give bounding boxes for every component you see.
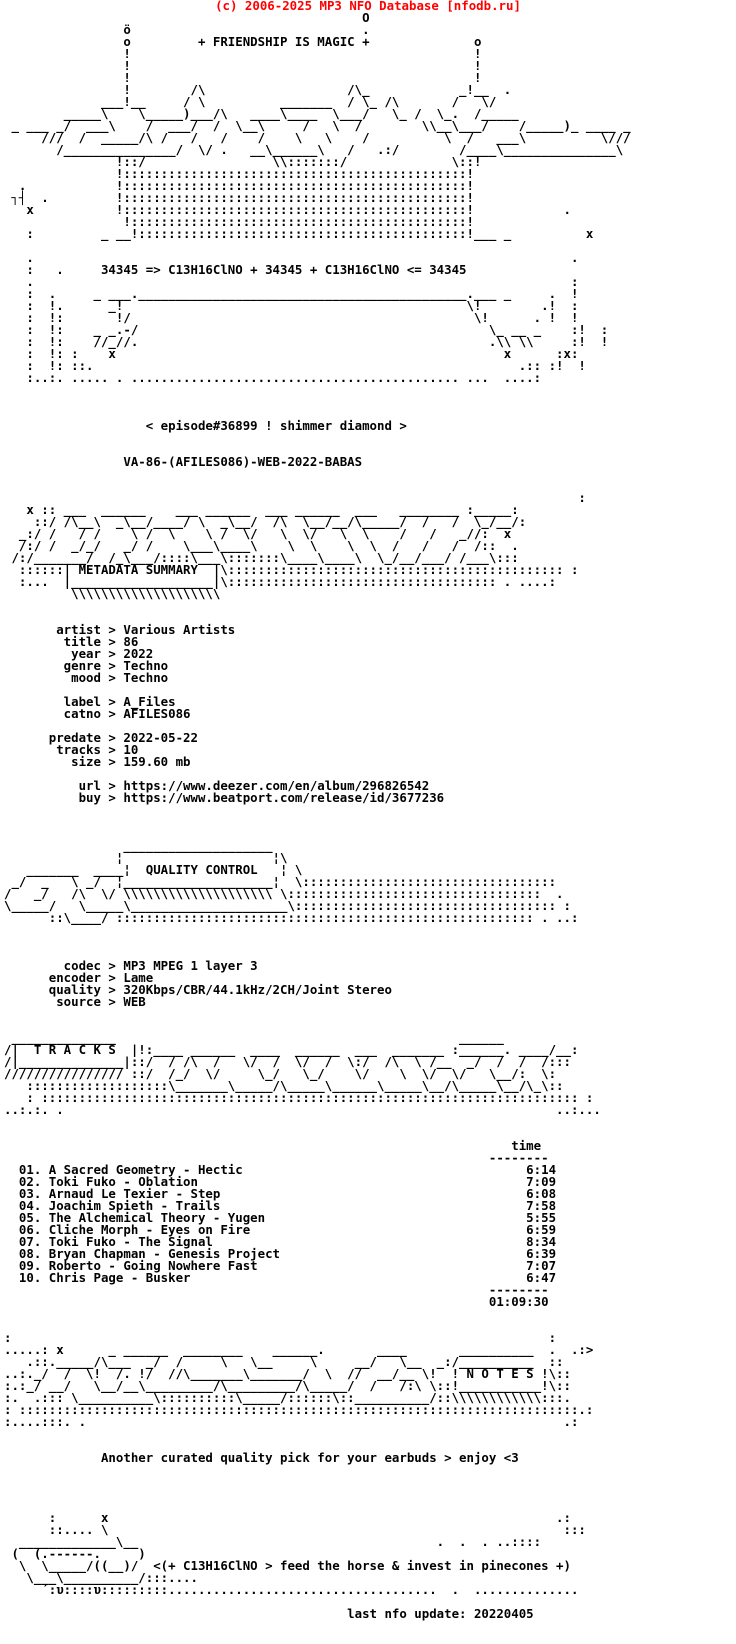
nfo-line: 03. Arnaud Le Texier - Step 6:08: [4, 1186, 557, 1201]
nfo-text: [4, 12, 631, 1620]
nfo-line: :::::::::::::::::::\_______\_____/\_____\______\_____\__/\_____\__/\_\::: [4, 1078, 564, 1093]
nfo-line: : :::::::::::::::::::::::::::::::::::::::::::::::::::::::::::::::::::::::::::.:: [4, 1402, 594, 1417]
nfo-line: 04. Joachim Spieth - Trails 7:58: [4, 1198, 557, 1213]
nfo-line: _______ ____¦ QUALITY CONTROL ¦ \: [4, 862, 303, 877]
nfo-line: artist > Various Artists: [4, 622, 236, 637]
nfo-line: : :::::::::::::::::::::::::::::::::::::::::::::::::::::::::::::::::::::::: :: [4, 1090, 594, 1105]
nfo-line: 09. Roberto - Going Nowhere Fast 7:07: [4, 1258, 557, 1273]
nfo-line: ┐┤ . !::::::::::::::::::::::::::::::::::::::::::::::!: [4, 190, 474, 205]
nfo-line: :.:_/ __/ \__/__\_________/\_________/\_____/ / /:\ \::!___________!\::: [4, 1378, 571, 1393]
nfo-line: : !: //_//. .\\ \\ :! !: [4, 334, 609, 349]
nfo-line: : !: : x x :x:: [4, 346, 579, 361]
nfo-line: ´:υ::::υ:::::::::.................................... . ..............: [4, 1582, 579, 1597]
nfo-line: !::/ \\:::::::/ \::!: [4, 154, 482, 169]
nfo-line: :: [4, 490, 586, 505]
nfo-line: //////////////// ::/ /_/ \/ \_/ \_/ \/ \ \/ \/ \__/: \:: [4, 1066, 557, 1081]
nfo-line: label > A_Files: [4, 694, 176, 709]
nfo-line: ::.... \ :::: [4, 1522, 586, 1537]
nfo-line: ::/ /\__\ _\__/____/ \ _\__/ /\ \__/__/\_____/ / / \_/__/:: [4, 514, 527, 529]
nfo-line: codec > MP3 MPEG 1 layer 3: [4, 958, 258, 973]
nfo-line: \___\__________/:::....: [4, 1570, 198, 1585]
nfo-line: source > WEB: [4, 994, 146, 1009]
nfo-line: predate > 2022-05-22: [4, 730, 198, 745]
nfo-line: ! /\ /\_ _!__ .: [4, 82, 512, 97]
nfo-line: VA-86-(AFILES086)-WEB-2022-BABAS: [4, 454, 363, 469]
nfo-line: 01. A Sacred Geometry - Hectic 6:14: [4, 1162, 557, 1177]
nfo-line: ______________ ______: [4, 1030, 504, 1045]
nfo-line: ____________________: [4, 838, 273, 853]
nfo-line: ___!__ / \ _______ / \_ /\ / \/: [4, 94, 497, 109]
nfo-line: ..:._/ / \! /. !/ //\_______\_______/ \ // __/__ \! ! N O T E S !\::: [4, 1366, 571, 1381]
nfo-line: x !::::::::::::::::::::::::::::::::::::::::::::::! .: [4, 202, 571, 217]
nfo-line: : x .:: [4, 1510, 571, 1525]
nfo-line: _____________\__ . . . ..::::: [4, 1534, 542, 1549]
nfo-line: Another curated quality pick for your earbuds > enjoy <3: [4, 1450, 519, 1465]
nfo-line: ::::::| METADATA SUMMARY |\::::::::::::::::::::::::::::::::::::::::::::: :: [4, 562, 579, 577]
nfo-line: . :: [4, 274, 579, 289]
nfo-line: --------: [4, 1282, 549, 1297]
nfo-line: ! !: [4, 46, 482, 61]
nfo-line: ¦ ¦\: [4, 850, 288, 865]
nfo-line: year > 2022: [4, 646, 154, 661]
nfo-line: 05. The Alchemical Theory - Yugen 5:55: [4, 1210, 557, 1225]
nfo-line: 01:09:30: [4, 1294, 549, 1309]
nfo-line: 06. Cliche Morph - Eyes on Fire 6:59: [4, 1222, 557, 1237]
nfo-line: 10. Chris Page - Busker 6:47: [4, 1270, 557, 1285]
nfo-line: /// / _____/\ / / / / \ \ / \ / ___\ \///: [4, 130, 631, 145]
nfo-line: 02. Toki Fuko - Oblation 7:09: [4, 1174, 557, 1189]
nfo-line: ::\____/ :::::::::::::::::::::::::::::::::::::::::::::::::::::::: . ..:: [4, 910, 579, 925]
nfo-line: ! !: [4, 70, 482, 85]
nfo-line: ..:.:. . ..:...: [4, 1102, 601, 1117]
nfo-line: _____\ \_____)___/\ ____\____ \___/ \_ / \_. /_____: [4, 106, 519, 121]
nfo-line: buy > https://www.beatport.com/release/id/3677236: [4, 790, 445, 805]
nfo-line: _/ _ \ _/ ¦____________________¦ \::::::::::::::::::::::::::::::::::: [4, 874, 557, 889]
nfo-line: !::::::::::::::::::::::::::::::::::::::::::::::!: [4, 166, 474, 181]
nfo-line: encoder > Lame: [4, 970, 154, 985]
nfo-line: . .: [4, 250, 579, 265]
nfo-line: tracks > 10: [4, 742, 139, 757]
nfo-line: .::._____/\___ _/ / \ \__ \ __/ \__ _:/__________ ::: [4, 1354, 564, 1369]
nfo-line: genre > Techno: [4, 658, 169, 673]
nfo-line: \_____/ \_____\_____________________\::::::::::::::::::::::::::::::::::: :: [4, 898, 571, 913]
nfo-line: last nfo update: 20220405: [4, 1606, 534, 1621]
nfo-line: :... |___________________|\:::::::::::::::::::::::::::::::::::: . ....:: [4, 574, 557, 589]
nfo-line: : !. _! \! .! :: [4, 298, 579, 313]
nfo-line: quality > 320Kbps/CBR/44.1kHz/2CH/Joint Stereo: [4, 982, 392, 997]
nfo-line: _:/ / / / \ / \ \ / \/ \ \/ \ \ / / _//: x: [4, 526, 512, 541]
nfo-database-header: (c) 2006-2025 MP3 NFO Database [nfodb.ru]: [215, 0, 521, 13]
nfo-line: _ ___ _/ ___\ / ___/ / \__\ / \ / \\__\___/ /_____)_ ____ _: [4, 118, 631, 133]
nfo-line: \\\\\\\\\\\\\\\\\\\\: [4, 586, 221, 601]
nfo-line: / _/ /\ \/ \\\\\\\\\\\\\\\\\\\\ \:::::::::::::::::::::::::::::::::: .: [4, 886, 564, 901]
nfo-line: :..:. ..... . ............................................ ... ....:: [4, 370, 542, 385]
nfo-line: catno > AFILES086: [4, 706, 191, 721]
nfo-line: x :: ___ ______ ___ ______ ___ ______ ___ ________ :_____:: [4, 502, 519, 517]
nfo-line: /|______________|::/ / /\ / \/ / \/ / \:/ /\ \ /__ _/ / / /:::: [4, 1054, 571, 1069]
nfo-line: /:/_______/ /_\___/::::\___\:::::::\____\____\ \_/__/___/ /___\:::: [4, 550, 519, 565]
nfo-line: O: [4, 10, 370, 25]
nfo-line: : . 34345 => C13H16ClNO + 34345 + C13H16ClNO <= 34345: [4, 262, 467, 277]
nfo-line: : !: _ _.-/ \_ __ _ :! :: [4, 322, 609, 337]
nfo-line: url > https://www.deezer.com/en/album/296826542: [4, 778, 430, 793]
nfo-line: < episode#36899 ! shimmer diamond >: [4, 418, 407, 433]
nfo-line: : . _ ___.____________________________________________.___ _ . !: [4, 286, 579, 301]
nfo-line: title > 86: [4, 634, 139, 649]
nfo-line: o + FRIENDSHIP IS MAGIC + o: [4, 34, 482, 49]
nfo-line: : !: !/ \! . ! !: [4, 310, 579, 325]
nfo-line: \ \_____/((__)/ <(+ C13H16ClNO > feed the horse & invest in pinecones +): [4, 1558, 571, 1573]
nfo-line: .....: x _ ______ ________ ______. ____ __________ . .:>: [4, 1342, 594, 1357]
nfo-line: mood > Techno: [4, 670, 169, 685]
nfo-line: . !::::::::::::::::::::::::::::::::::::::::::::::!: [4, 178, 474, 193]
nfo-line: :. .::: \__________\::::::::::\_____/::::::\::__________/::\\\\\\\\\\\\:::.: [4, 1390, 571, 1405]
nfo-line: :....:::. . .:: [4, 1414, 579, 1429]
nfo-line: /| T R A C K S |!:____ ______ ____ ______ ___ _______ :______. ____/__:: [4, 1042, 579, 1057]
nfo-line: size > 159.60 mb: [4, 754, 191, 769]
nfo-line: --------: [4, 1150, 549, 1165]
nfo-line: !:::::::::::::::::::::::::::::::::::::::::::::!: [4, 214, 474, 229]
nfo-line: /_______________/ \/ . __\______\ / .:/ /____\_______________\: [4, 142, 624, 157]
nfo-line: ö .: [4, 22, 370, 37]
nfo-line: ( (.------. ): [4, 1546, 146, 1561]
nfo-line: : :: [4, 1330, 557, 1345]
nfo-line: time: [4, 1138, 542, 1153]
nfo-line: : !: ::. .:: :! !: [4, 358, 586, 373]
nfo-line: 07. Toki Fuko - The Signal 8:34: [4, 1234, 557, 1249]
nfo-line: 08. Bryan Chapman - Genesis Project 6:39: [4, 1246, 557, 1261]
nfo-line: : _ __!::::::::::::::::::::::::::::::::::::::::::::!___ _ x: [4, 226, 594, 241]
nfo-line: /:/ / _/_/ _/ / \___\____\ \ \ \ \ / / / /:: .: [4, 538, 519, 553]
nfo-line: ! !: [4, 58, 482, 73]
